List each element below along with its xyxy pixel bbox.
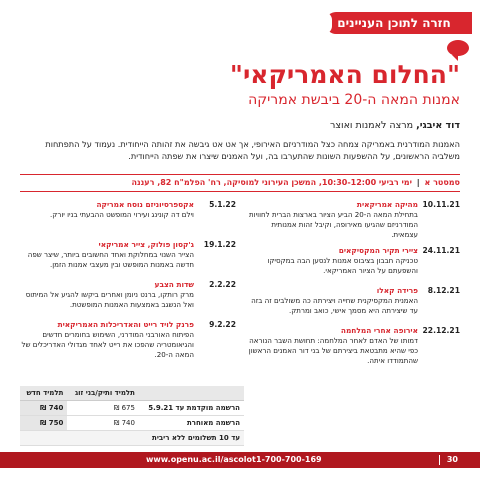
semester-line: סמסטר א | ימי רביעי 10:30-12:00, המשכן העירוני למוסיקה, רח' הפלמ"ח 82, רעננה: [131, 178, 460, 187]
lecture-item: [20, 280, 236, 314]
speech-bubble-icon: [447, 40, 469, 56]
lecture-date: 24.11.21: [422, 246, 460, 255]
footer-bar: [0, 452, 480, 468]
page-title: "החלום האמריקאי": [229, 60, 460, 89]
lecture-item: [244, 200, 460, 240]
lecture-title: אירופה אחרי המלחמה: [340, 326, 418, 335]
author-role: מרצה לאמנות ואוצר: [330, 120, 414, 131]
lecture-title: אקספרסיוניזם נוסח אמריקה: [96, 200, 194, 209]
lecture-date: 19.1.22: [203, 240, 236, 249]
intro-paragraph: האמנות המודרנית באמריקה צמחה כצל המודרניזם האירופי, אך אט אט גיבשה את זהותה הייחודית. נעמוד על התפתחות משלביה הראשונים, על ההשפעות השונות שהתערבו בה, ועל האמנים שיצרו את שפתה הייחודית.: [45, 139, 460, 161]
price-table: [20, 386, 244, 446]
footer-divider: [439, 455, 440, 465]
page-number: 30: [446, 455, 458, 464]
lecture-item: [20, 320, 236, 360]
lecture-item: [20, 240, 236, 274]
lecture-item: [244, 326, 460, 366]
lecture-desc: הפיתוח האורבני המודרני, השימוש בחומרים חדשים והגיאומטריה שהפכו את רייט לאחד מגדולי האדריכלים של המאה ה-20.: [21, 330, 194, 359]
lecture-date: 8.12.21: [427, 286, 460, 295]
table-cell: 750 ₪: [20, 416, 67, 431]
table-cell: 675 ₪: [67, 401, 139, 416]
lecture-title: שדות הצבע: [154, 280, 194, 289]
phone-number: 1-700-700-169: [256, 455, 322, 464]
semester-bottom-rule: [20, 191, 460, 192]
lecture-date: 9.2.22: [209, 320, 236, 329]
lecture-date: 2.2.22: [209, 280, 236, 289]
lecture-desc: טכניקה חבבון בציבוס אמנות לנסען הבה במקסיקו והשפעתם על הציור האמריקאי.: [267, 256, 418, 275]
website-link[interactable]: www.openu.ac.il/ascolot: [146, 455, 256, 464]
table-cell: 740 ₪: [20, 401, 67, 416]
author-name: דוד איבגי,: [416, 120, 460, 131]
page-subtitle: אמנות המאה ה-20 ביבשת אמריקה: [248, 92, 460, 108]
semester-label: סמסטר א: [424, 178, 460, 187]
table-header: [139, 386, 244, 401]
lecture-title: ג'קסון פולוק, צייר אמריקאי: [98, 240, 194, 249]
lecture-desc: מרק רותקו, ברנט ניומן ואחרים ביקשו להגיע אל המיתוס ואל הנשגב באמצעות האמנות המופשטת.: [25, 290, 194, 309]
lecture-desc: דמותו של האדם לאחר המלחמה: תחושת השבר הנוראה כפי שהיא מתבטאת ביצירתם של בני דור האמנים הראשון שהתמודדו איתה.: [248, 336, 418, 365]
lecture-desc: הצייר השנוי במחלוקת ואחד החשובים ביותר, שיצר שפה חדשה באמנות המופשט ובין מעצבי אמנות הזמן.: [27, 250, 194, 269]
table-cell: הרשמה מוקדמת עד 5.9.21: [139, 401, 244, 416]
table-note: עד 10 תשלומים ללא ריבית: [20, 431, 244, 446]
table-header: תלמיד ותיק/בני זוג: [67, 386, 139, 401]
semester-top-rule: [20, 174, 460, 175]
table-cell: 740 ₪: [67, 416, 139, 431]
lecture-desc: האמנית המקסיקנית שחייה ויצירתה כה משולבים זה בזה עד שיצירתה היא מסמך אישי, כואב ומרתק.: [251, 296, 418, 315]
table-row: [20, 416, 244, 431]
lecture-title: פרנק לויד רייט והאדריכלות האמריקאית: [57, 320, 194, 329]
lecture-title: פרידה קאלו: [376, 286, 418, 295]
lectures-column-right: [244, 200, 460, 372]
table-row: [20, 431, 244, 446]
table-header: תלמיד חדש: [20, 386, 67, 401]
author-byline: [20, 120, 460, 131]
lecture-desc: בתחילת המאה ה-20 הביע הציור בארצות הברית לחוויות המודרניזם שהגיעו מאירופה, וקיבל זהות אמנותית עצמאית.: [248, 210, 418, 239]
table-row: [20, 401, 244, 416]
lecture-date: 5.1.22: [209, 200, 236, 209]
schedule-details: ימי רביעי 10:30-12:00, המשכן העירוני למוסיקה, רח' הפלמ"ח 82, רעננה: [131, 178, 412, 187]
lecture-date: 22.12.21: [422, 326, 460, 335]
table-cell: הרשמה מאוחרת: [139, 416, 244, 431]
lecture-item: [20, 200, 236, 234]
back-to-contents-tab[interactable]: חזרה לתוכן העניינים: [326, 12, 472, 34]
lecture-title: ציירי תקיר המקסיקאים: [338, 246, 418, 255]
lecture-desc: וילם דה קונינג ועירוי המופשט ההבעתי בניו יורק.: [50, 210, 194, 219]
lectures-column-left: [20, 200, 236, 366]
lecture-title: מהיקה אמריקאית: [356, 200, 418, 209]
lecture-date: 10.11.21: [422, 200, 460, 209]
lecture-item: [244, 246, 460, 280]
lecture-item: [244, 286, 460, 320]
